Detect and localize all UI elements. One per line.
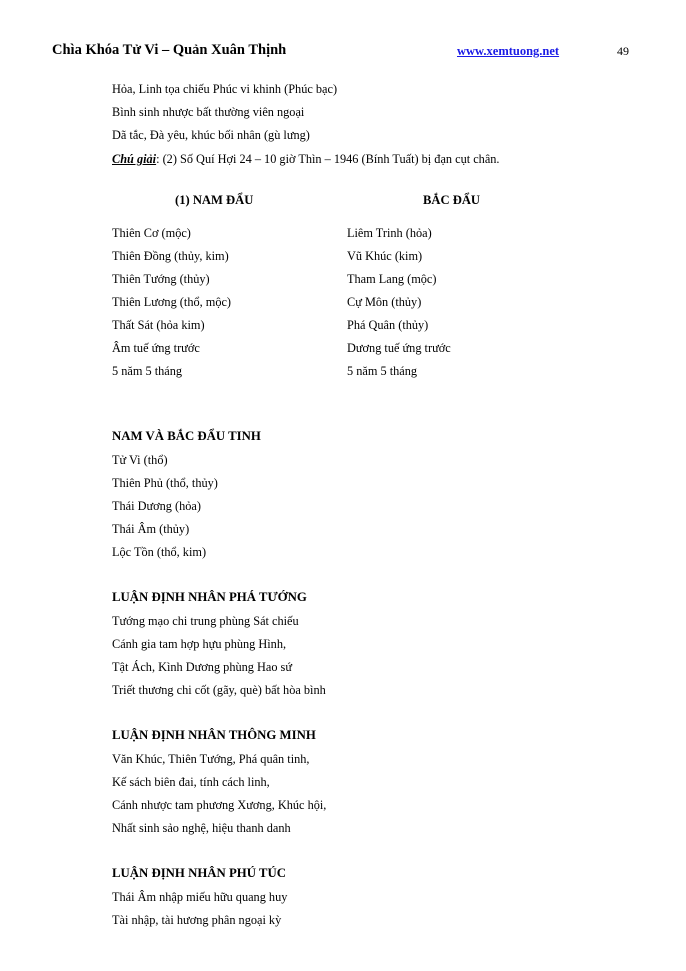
page-content [0,78,686,932]
section-title: LUẬN ĐỊNH NHÂN PHÁ TƯỚNG [112,590,307,604]
list-item: Âm tuế ứng trước [112,341,200,355]
bac-dau-list [347,222,451,383]
list-item: Tham Lang (mộc) [347,272,437,286]
note-text: : (2) Số Quí Hợi 24 – 10 giờ Thìn – 1946 (Bính Tuất) bị đạn cụt chân. [156,152,500,166]
section-line: Thái Âm (thủy) [112,522,190,536]
section-nam-va-bac-dau-tinh [0,423,686,564]
section-title: NAM VÀ BẮC ĐẨU TINH [112,429,261,443]
section-line: Thiên Phủ (thổ, thủy) [112,476,218,490]
list-item: Thất Sát (hỏa kim) [112,318,205,332]
website-link[interactable]: www.xemtuong.net [457,44,560,58]
page-number: 49 [617,44,629,58]
section-luan-dinh-nhan-thong-minh [0,722,686,840]
intro-line: Hỏa, Linh tọa chiếu Phúc vi khinh (Phúc bạc) [112,82,338,96]
list-item: Vũ Khúc (kim) [347,249,423,263]
section-line: Tướng mạo chi trung phùng Sát chiếu [112,614,299,628]
section-line: Tài nhập, tài hương phân ngoại kỳ [112,913,282,927]
section-line: Cánh nhược tam phương Xương, Khúc hội, [112,798,327,812]
section-line: Cánh gia tam hợp hựu phùng Hình, [112,637,287,651]
bac-dau-heading: BẮC ĐẨU [423,193,481,207]
section-line: Tật Ách, Kình Dương phùng Hao sứ [112,660,293,674]
section-line: Văn Khúc, Thiên Tướng, Phá quân tinh, [112,752,310,766]
star-table [0,193,686,403]
book-title: Chìa Khóa Tử Vi – Quản Xuân Thịnh [52,42,287,58]
list-item: Thiên Lương (thổ, mộc) [112,295,232,309]
intro-block [0,78,686,171]
list-item: 5 năm 5 tháng [347,364,418,378]
section-title: LUẬN ĐỊNH NHÂN THÔNG MINH [112,728,316,742]
section-title: LUẬN ĐỊNH NHÂN PHÚ TÚC [112,866,286,880]
list-item: Thiên Tướng (thủy) [112,272,210,286]
section-line: Kế sách biên đai, tính cách linh, [112,775,270,789]
section-line: Lộc Tồn (thổ, kim) [112,545,207,559]
section-luan-dinh-nhan-pha-tuong [0,584,686,702]
note-label: Chú giải [112,152,157,166]
list-item: Phá Quân (thủy) [347,318,429,332]
intro-line: Bình sinh nhược bất thường viên ngoại [112,105,305,119]
section-line: Thái Âm nhập miếu hữu quang huy [112,890,288,904]
section-luan-dinh-nhan-phu-tuc [0,860,686,932]
list-item: Thiên Đồng (thủy, kim) [112,249,229,263]
note-line [112,148,686,171]
list-item: 5 năm 5 tháng [112,364,183,378]
nam-dau-list [112,222,231,383]
list-item: Cự Môn (thủy) [347,295,422,309]
page-header [52,42,646,64]
list-item: Dương tuế ứng trước [347,341,451,355]
nam-dau-heading: (1) NAM ĐẨU [175,193,254,207]
section-line: Triết thương chi cốt (gãy, què) bất hòa bình [112,683,326,697]
section-line: Nhất sinh sảo nghệ, hiệu thanh danh [112,821,291,835]
section-line: Thái Dương (hỏa) [112,499,201,513]
intro-line: Dã tắc, Đà yêu, khúc bối nhân (gù lưng) [112,128,310,142]
list-item: Liêm Trinh (hỏa) [347,226,432,240]
section-line: Tử Vi (thổ) [112,453,168,467]
list-item: Thiên Cơ (mộc) [112,226,191,240]
